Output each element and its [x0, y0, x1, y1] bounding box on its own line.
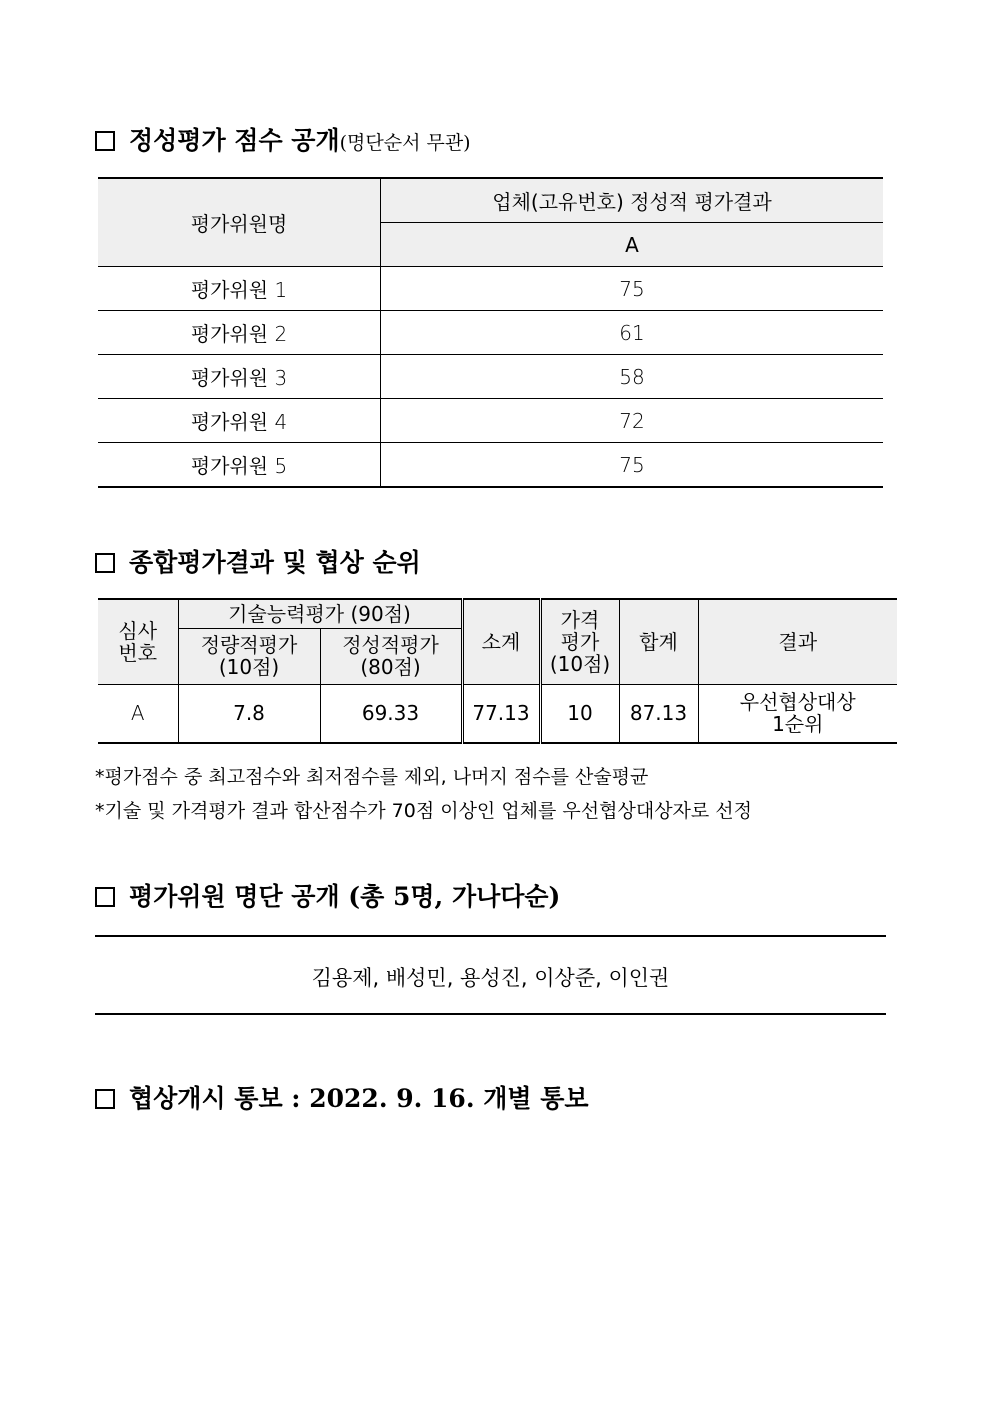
evaluator-name: 평가위원 4: [98, 399, 381, 443]
checkbox-square-icon: [95, 1089, 115, 1109]
footnote: *평가점수 중 최고점수와 최저점수를 제외, 나머지 점수를 산술평균: [95, 766, 649, 788]
heading-text: 평가위원 명단 공개 (총 5명, 가나다순): [129, 882, 561, 911]
table-row: [98, 311, 883, 355]
cell-review-no: A: [98, 684, 178, 743]
checkbox-square-icon: [95, 131, 115, 151]
evaluator-score: 75: [381, 443, 884, 488]
heading-subtext: (명단순서 무관): [339, 132, 471, 154]
table-row: [98, 443, 883, 488]
evaluator-name: 평가위원 3: [98, 355, 381, 399]
heading-text: 협상개시 통보 : 2022. 9. 16. 개별 통보: [129, 1084, 589, 1113]
col-subheader-company: A: [381, 223, 884, 267]
header-quant-eval: 정량적평가 (10점): [178, 628, 320, 684]
section-heading-evaluators: [95, 884, 560, 909]
cell-qual: 69.33: [320, 684, 462, 743]
qualitative-score-table: [98, 177, 883, 488]
evaluator-score: 61: [381, 311, 884, 355]
header-tech-eval: 기술능력평가 (90점): [178, 599, 462, 628]
cell-price: 10: [540, 684, 619, 743]
evaluator-name: 평가위원 1: [98, 267, 381, 311]
overall-result-table: [98, 598, 897, 744]
evaluator-name: 평가위원 2: [98, 311, 381, 355]
table-row: [98, 267, 883, 311]
table-row: [98, 399, 883, 443]
checkbox-square-icon: [95, 887, 115, 907]
cell-quant: 7.8: [178, 684, 320, 743]
evaluator-score: 72: [381, 399, 884, 443]
cell-subtotal: 77.13: [462, 684, 540, 743]
section-heading-overall: [95, 550, 421, 575]
evaluator-score: 58: [381, 355, 884, 399]
evaluator-score: 75: [381, 267, 884, 311]
table-row: [98, 355, 883, 399]
evaluator-names: 김용제, 배성민, 용성진, 이상준, 이인권: [311, 966, 670, 990]
divider: [95, 935, 886, 937]
cell-result: 우선협상대상 1순위: [698, 684, 897, 743]
header-price-eval: 가격 평가 (10점): [540, 599, 619, 684]
section-heading-qualitative: [95, 128, 471, 153]
header-qual-eval: 정성적평가 (80점): [320, 628, 462, 684]
footnote: *기술 및 가격평가 결과 합산점수가 70점 이상인 업체를 우선협상대상자로 선정: [95, 800, 753, 822]
col-header-evaluator: 평가위원명: [98, 178, 381, 267]
divider: [95, 1013, 886, 1015]
heading-text: 종합평가결과 및 협상 순위: [129, 548, 421, 577]
header-total: 합계: [619, 599, 698, 684]
header-subtotal: 소계: [462, 599, 540, 684]
header-review-no: 심사 번호: [98, 599, 178, 684]
section-heading-negotiation: [95, 1086, 589, 1111]
header-result: 결과: [698, 599, 897, 684]
checkbox-square-icon: [95, 553, 115, 573]
cell-total: 87.13: [619, 684, 698, 743]
evaluator-name: 평가위원 5: [98, 443, 381, 488]
col-header-result: 업체(고유번호) 정성적 평가결과: [381, 178, 884, 223]
heading-text: 정성평가 점수 공개: [129, 126, 340, 155]
table-row: [98, 684, 897, 743]
